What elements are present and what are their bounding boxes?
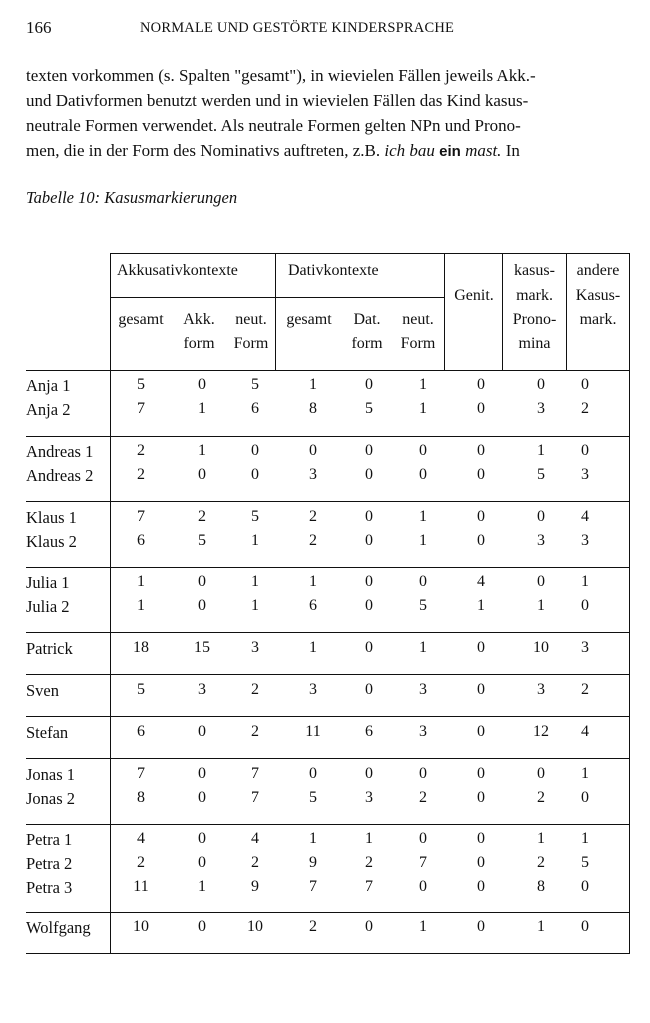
page-number: 166 (26, 18, 52, 37)
body-text-line-2: und Dativformen benutzt werden und in wievielen Fällen das Kind kasus- (26, 91, 529, 110)
table-cell: 0 (581, 376, 589, 393)
table-cell: 1 (419, 508, 427, 525)
table-cell: 1 (537, 918, 545, 935)
table-cell: 0 (477, 830, 485, 847)
table-cell: 3 (419, 723, 427, 740)
table-cell: 5 (537, 466, 545, 483)
table-cell: 10 (133, 918, 149, 935)
table-cell: 0 (365, 639, 373, 656)
table-cell: 0 (581, 918, 589, 935)
table-cell: 8 (309, 400, 317, 417)
table-cell: 0 (477, 442, 485, 459)
subheader-akk-neut-line-2: Form (233, 335, 269, 352)
table-cell: 3 (581, 639, 589, 656)
table-cell: 3 (419, 681, 427, 698)
table-cell: 1 (537, 597, 545, 614)
table-cell: 0 (419, 442, 427, 459)
subheader-dat-form-line-2: form (351, 335, 383, 352)
subheader-dat-neut-line-2: Form (400, 335, 436, 352)
table-cell: 0 (581, 878, 589, 895)
row-label: Klaus 2 (26, 532, 77, 551)
subheader-akk-gesamt: gesamt (118, 311, 164, 328)
table-cell: 0 (419, 830, 427, 847)
table-cell: 2 (537, 854, 545, 871)
table-cell: 0 (419, 765, 427, 782)
table-cell: 5 (251, 508, 259, 525)
row-label: Julia 1 (26, 573, 70, 592)
row-rule (26, 674, 630, 675)
table-cell: 0 (477, 400, 485, 417)
table-cell: 0 (365, 508, 373, 525)
table-cell: 4 (581, 508, 589, 525)
table-cell: 3 (581, 532, 589, 549)
table-cell: 0 (365, 376, 373, 393)
table-cell: 0 (581, 442, 589, 459)
table-cell: 2 (309, 508, 317, 525)
table-cell: 0 (581, 789, 589, 806)
table-cell: 0 (477, 723, 485, 740)
table-cell: 0 (477, 376, 485, 393)
header-kasus-line-3: Prono- (512, 311, 557, 328)
table-cell: 0 (198, 854, 206, 871)
body-text-line-1: texten vorkommen (s. Spalten "gesamt"), in wievielen Fällen jeweils Akk.- (26, 66, 536, 85)
row-label: Jonas 1 (26, 765, 76, 784)
table-cell: 1 (309, 573, 317, 590)
table-right-border (629, 253, 630, 953)
row-rule (26, 758, 630, 759)
table-cell: 2 (251, 723, 259, 740)
row-rule (26, 501, 630, 502)
body-text-line-4 (26, 139, 520, 164)
table-cell: 3 (581, 466, 589, 483)
table-cell: 5 (309, 789, 317, 806)
table-cell: 0 (537, 508, 545, 525)
table-cell: 0 (419, 878, 427, 895)
subheader-dat-neut-line-1: neut. (402, 311, 434, 328)
table-cell: 3 (309, 466, 317, 483)
table-cell: 0 (477, 532, 485, 549)
table-cell: 0 (365, 442, 373, 459)
table-cell: 6 (251, 400, 259, 417)
table-cell: 0 (477, 789, 485, 806)
row-label: Anja 1 (26, 376, 71, 395)
table-cell: 1 (419, 376, 427, 393)
table-cell: 1 (251, 532, 259, 549)
table-cell: 4 (137, 830, 145, 847)
table-cell: 4 (251, 830, 259, 847)
table-cell: 6 (365, 723, 373, 740)
table-cell: 8 (537, 878, 545, 895)
row-label: Petra 3 (26, 878, 73, 897)
table-cell: 0 (419, 466, 427, 483)
col-divider (444, 253, 445, 371)
row-label: Stefan (26, 723, 69, 742)
table-caption: Tabelle 10: Kasusmarkierungen (26, 188, 238, 207)
subheader-akk-neut-line-1: neut. (235, 311, 267, 328)
row-rule (26, 632, 630, 633)
table-cell: 5 (251, 376, 259, 393)
line-4-start: men, die in der Form des Nominativs auftreten, z.B. (26, 141, 385, 160)
table-cell: 0 (477, 878, 485, 895)
table-cell: 7 (137, 765, 145, 782)
row-label: Petra 2 (26, 854, 73, 873)
table-cell: 0 (198, 466, 206, 483)
table-cell: 3 (251, 639, 259, 656)
header-akkusativkontexte: Akkusativkontexte (117, 262, 238, 279)
table-cell: 0 (198, 723, 206, 740)
table-cell: 7 (365, 878, 373, 895)
table-cell: 1 (137, 573, 145, 590)
table-cell: 2 (198, 508, 206, 525)
header-andere-line-2: Kasus- (575, 287, 621, 304)
table-cell: 12 (533, 723, 549, 740)
table-cell: 3 (537, 681, 545, 698)
table-cell: 9 (309, 854, 317, 871)
table-cell: 1 (537, 442, 545, 459)
table-cell: 5 (581, 854, 589, 871)
table-top-rule (110, 253, 630, 254)
table-cell: 5 (365, 400, 373, 417)
table-cell: 0 (198, 918, 206, 935)
table-bottom-rule (26, 953, 630, 954)
example-italic-1: ich bau (384, 141, 435, 160)
table-cell: 0 (477, 918, 485, 935)
table-cell: 7 (309, 878, 317, 895)
row-label: Andreas 2 (26, 466, 94, 485)
subheader-dat-form-line-1: Dat. (353, 311, 381, 328)
table-cell: 6 (137, 723, 145, 740)
table-cell: 0 (198, 830, 206, 847)
table-cell: 2 (309, 918, 317, 935)
table-cell: 0 (251, 466, 259, 483)
table-cell: 1 (309, 830, 317, 847)
table-cell: 0 (198, 789, 206, 806)
row-rule (26, 716, 630, 717)
table-cell: 0 (365, 532, 373, 549)
table-cell: 7 (251, 765, 259, 782)
header-bottom-rule (26, 370, 630, 371)
header-kasus-line-2: mark. (516, 287, 553, 304)
table-cell: 8 (137, 789, 145, 806)
table-cell: 0 (309, 442, 317, 459)
table-cell: 1 (537, 830, 545, 847)
subheader-dat-gesamt: gesamt (286, 311, 332, 328)
table-cell: 0 (581, 597, 589, 614)
table-cell: 6 (137, 532, 145, 549)
table-cell: 2 (419, 789, 427, 806)
table-cell: 4 (581, 723, 589, 740)
table-cell: 4 (477, 573, 485, 590)
table-cell: 0 (419, 573, 427, 590)
table-cell: 0 (309, 765, 317, 782)
table-cell: 1 (198, 442, 206, 459)
table-cell: 1 (309, 639, 317, 656)
table-cell: 7 (251, 789, 259, 806)
table-cell: 7 (137, 508, 145, 525)
header-dativkontexte: Dativkontexte (288, 262, 379, 279)
table-cell: 1 (198, 878, 206, 895)
table-cell: 2 (537, 789, 545, 806)
table-cell: 2 (137, 466, 145, 483)
table-cell: 10 (247, 918, 263, 935)
table-cell: 15 (194, 639, 210, 656)
table-cell: 0 (477, 508, 485, 525)
header-kasus-line-4: mina (518, 335, 551, 352)
table-cell: 0 (365, 765, 373, 782)
table-cell: 5 (198, 532, 206, 549)
table-cell: 0 (477, 466, 485, 483)
table-cell: 9 (251, 878, 259, 895)
table-cell: 1 (251, 573, 259, 590)
table-cell: 0 (537, 573, 545, 590)
row-rule (26, 567, 630, 568)
table-cell: 2 (581, 400, 589, 417)
table-cell: 2 (251, 681, 259, 698)
table-cell: 0 (251, 442, 259, 459)
table-cell: 2 (137, 854, 145, 871)
table-cell: 11 (305, 723, 321, 740)
row-label: Andreas 1 (26, 442, 94, 461)
table-cell: 6 (309, 597, 317, 614)
row-rule (26, 436, 630, 437)
table-cell: 2 (251, 854, 259, 871)
table-cell: 3 (537, 400, 545, 417)
table-cell: 1 (198, 400, 206, 417)
table-cell: 2 (581, 681, 589, 698)
row-label: Klaus 1 (26, 508, 77, 527)
header-andere-line-1: andere (576, 262, 620, 279)
table-cell: 2 (137, 442, 145, 459)
header-genitiv: Genit. (454, 287, 494, 304)
table-cell: 5 (137, 681, 145, 698)
table-cell: 7 (137, 400, 145, 417)
table-cell: 1 (365, 830, 373, 847)
table-cell: 1 (419, 918, 427, 935)
table-cell: 1 (419, 532, 427, 549)
header-kasus-line-1: kasus- (514, 262, 555, 279)
table-cell: 0 (365, 573, 373, 590)
table-cell: 1 (419, 400, 427, 417)
table-cell: 2 (365, 854, 373, 871)
running-head: NORMALE UND GESTÖRTE KINDERSPRACHE (140, 20, 455, 36)
table-cell: 18 (133, 639, 149, 656)
group-header-rule (110, 297, 444, 298)
table-cell: 0 (365, 918, 373, 935)
row-label: Wolfgang (26, 918, 91, 937)
table-cell: 1 (581, 573, 589, 590)
table-cell: 1 (137, 597, 145, 614)
example-bold: ein (439, 143, 461, 160)
table-cell: 0 (365, 597, 373, 614)
row-label: Patrick (26, 639, 73, 658)
table-cell: 0 (198, 597, 206, 614)
example-italic-2: mast. (465, 141, 502, 160)
table-cell: 1 (477, 597, 485, 614)
table-cell: 3 (365, 789, 373, 806)
line-4-end: In (501, 141, 520, 160)
table-cell: 0 (198, 376, 206, 393)
row-label: Julia 2 (26, 597, 70, 616)
table-cell: 3 (309, 681, 317, 698)
table-cell: 0 (365, 466, 373, 483)
row-label: Jonas 2 (26, 789, 76, 808)
row-rule (26, 824, 630, 825)
table-cell: 1 (419, 639, 427, 656)
col-divider (275, 253, 276, 371)
table-cell: 1 (581, 765, 589, 782)
table-cell: 2 (309, 532, 317, 549)
table-cell: 0 (537, 765, 545, 782)
table-cell: 0 (537, 376, 545, 393)
table-cell: 5 (137, 376, 145, 393)
row-label: Sven (26, 681, 59, 700)
table-cell: 0 (477, 639, 485, 656)
table-cell: 0 (198, 765, 206, 782)
table-cell: 1 (251, 597, 259, 614)
table-cell: 11 (133, 878, 149, 895)
table-cell: 0 (477, 765, 485, 782)
table-cell: 3 (537, 532, 545, 549)
table-cell: 3 (198, 681, 206, 698)
table-cell: 0 (477, 854, 485, 871)
row-label: Anja 2 (26, 400, 71, 419)
subheader-akk-form-line-2: form (183, 335, 215, 352)
table-cell: 7 (419, 854, 427, 871)
table-cell: 0 (477, 681, 485, 698)
col-divider (110, 253, 111, 953)
table-cell: 1 (581, 830, 589, 847)
table-cell: 5 (419, 597, 427, 614)
table-cell: 1 (309, 376, 317, 393)
subheader-akk-form-line-1: Akk. (183, 311, 215, 328)
row-rule (26, 912, 630, 913)
body-text-line-3: neutrale Formen verwendet. Als neutrale Formen gelten NPn und Prono- (26, 116, 521, 135)
row-label: Petra 1 (26, 830, 73, 849)
table-cell: 0 (198, 573, 206, 590)
header-andere-line-3: mark. (579, 311, 617, 328)
table-cell: 10 (533, 639, 549, 656)
table-cell: 0 (365, 681, 373, 698)
